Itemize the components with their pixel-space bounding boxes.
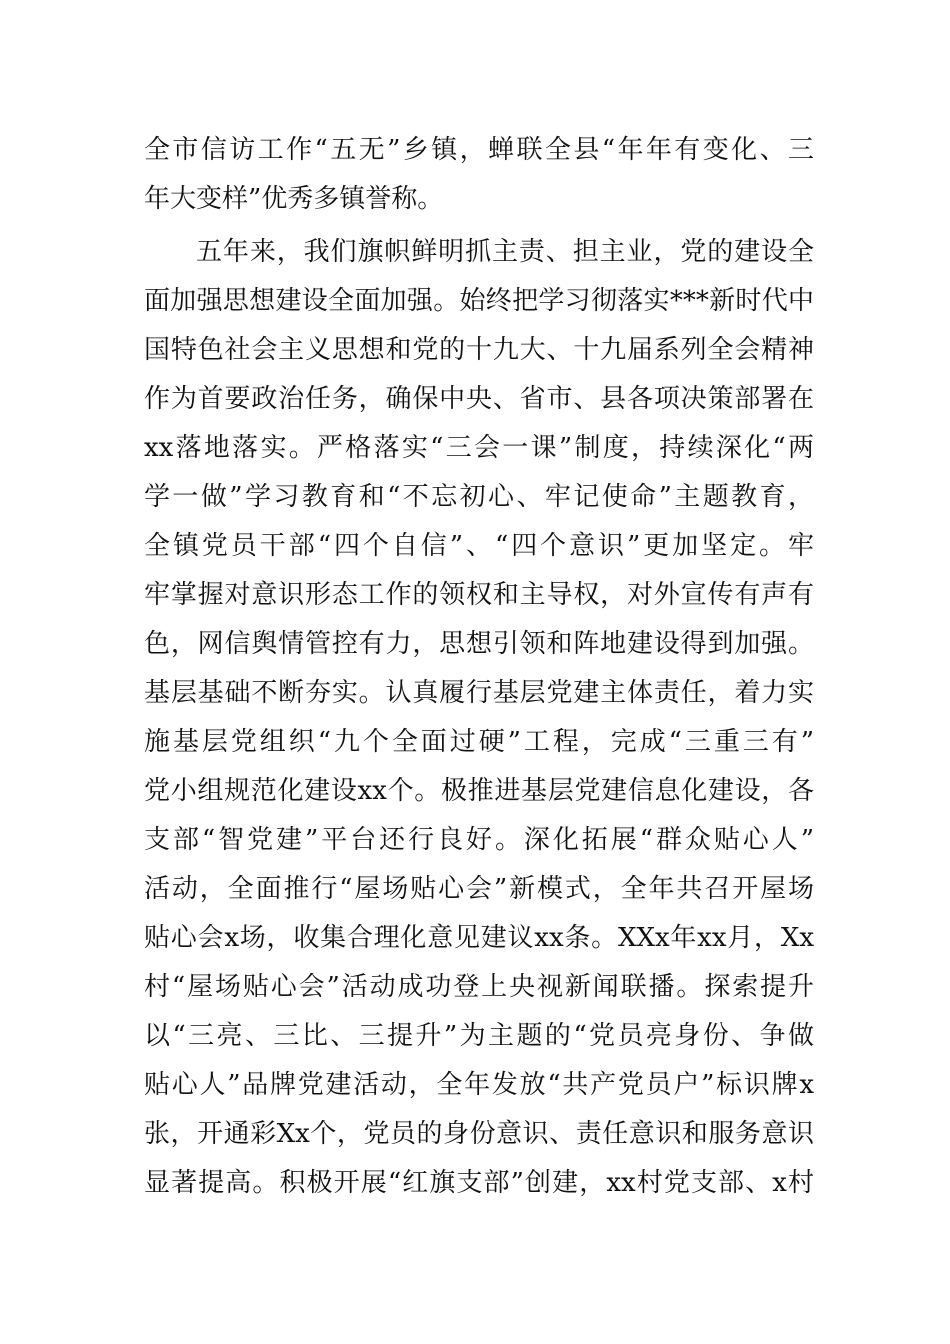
text-line: 支部“智党建”平台还行良好。深化拓展“群众贴心人” bbox=[144, 825, 814, 855]
text-line: 牢掌握对意识形态工作的领权和主导权，对外宣传有声有 bbox=[144, 580, 814, 610]
text-line: 基层基础不断夯实。认真履行基层党建主体责任，着力实 bbox=[144, 678, 814, 708]
text-line: 贴心会x场，收集合理化意见建议xx条。XXx年xx月，Xx bbox=[144, 923, 814, 953]
text-line: 党小组规范化建设xx个。极推进基层党建信息化建设，各 bbox=[144, 776, 814, 806]
text-line: 色，网信舆情管控有力，思想引领和阵地建设得到加强。 bbox=[144, 629, 814, 659]
text-line: 村“屋场贴心会”活动成功登上央视新闻联播。探索提升 bbox=[144, 972, 814, 1002]
text-line: 面加强思想建设全面加强。始终把学习彻落实***新时代中 bbox=[144, 286, 814, 316]
text-line: 全市信访工作“五无”乡镇，蝉联全县“年年有变化、三 bbox=[144, 135, 814, 165]
text-line: 活动，全面推行“屋场贴心会”新模式，全年共召开屋场 bbox=[144, 874, 814, 904]
text-line: 显著提高。积极开展“红旗支部”创建，xx村党支部、x村 bbox=[144, 1168, 814, 1198]
text-line: 五年来，我们旗帜鲜明抓主责、担主业，党的建设全 bbox=[196, 237, 814, 267]
paragraph bbox=[144, 126, 814, 224]
text-line: 施基层党组织“九个全面过硬”工程，完成“三重三有” bbox=[144, 727, 814, 757]
text-line: 以“三亮、三比、三提升”为主题的“党员亮身份、争做 bbox=[144, 1021, 814, 1051]
text-line: 张，开通彩Xx个，党员的身份意识、责任意识和服务意识 bbox=[144, 1119, 814, 1149]
text-line: 贴心人”品牌党建活动，全年发放“共产党员户”标识牌x bbox=[144, 1070, 814, 1100]
text-line: xx落地落实。严格落实“三会一课”制度，持续深化“两 bbox=[144, 433, 814, 463]
paragraph bbox=[144, 228, 814, 1208]
text-line: 年大变样”优秀多镇誉称。 bbox=[144, 184, 444, 214]
text-line: 国特色社会主义思想和党的十九大、十九届系列全会精神 bbox=[144, 335, 814, 365]
text-line: 全镇党员干部“四个自信”、“四个意识”更加坚定。牢 bbox=[144, 531, 814, 561]
document-body bbox=[144, 126, 814, 1208]
text-line: 学一做”学习教育和“不忘初心、牢记使命”主题教育， bbox=[144, 482, 814, 512]
text-line: 作为首要政治任务，确保中央、省市、县各项决策部署在 bbox=[144, 384, 814, 414]
